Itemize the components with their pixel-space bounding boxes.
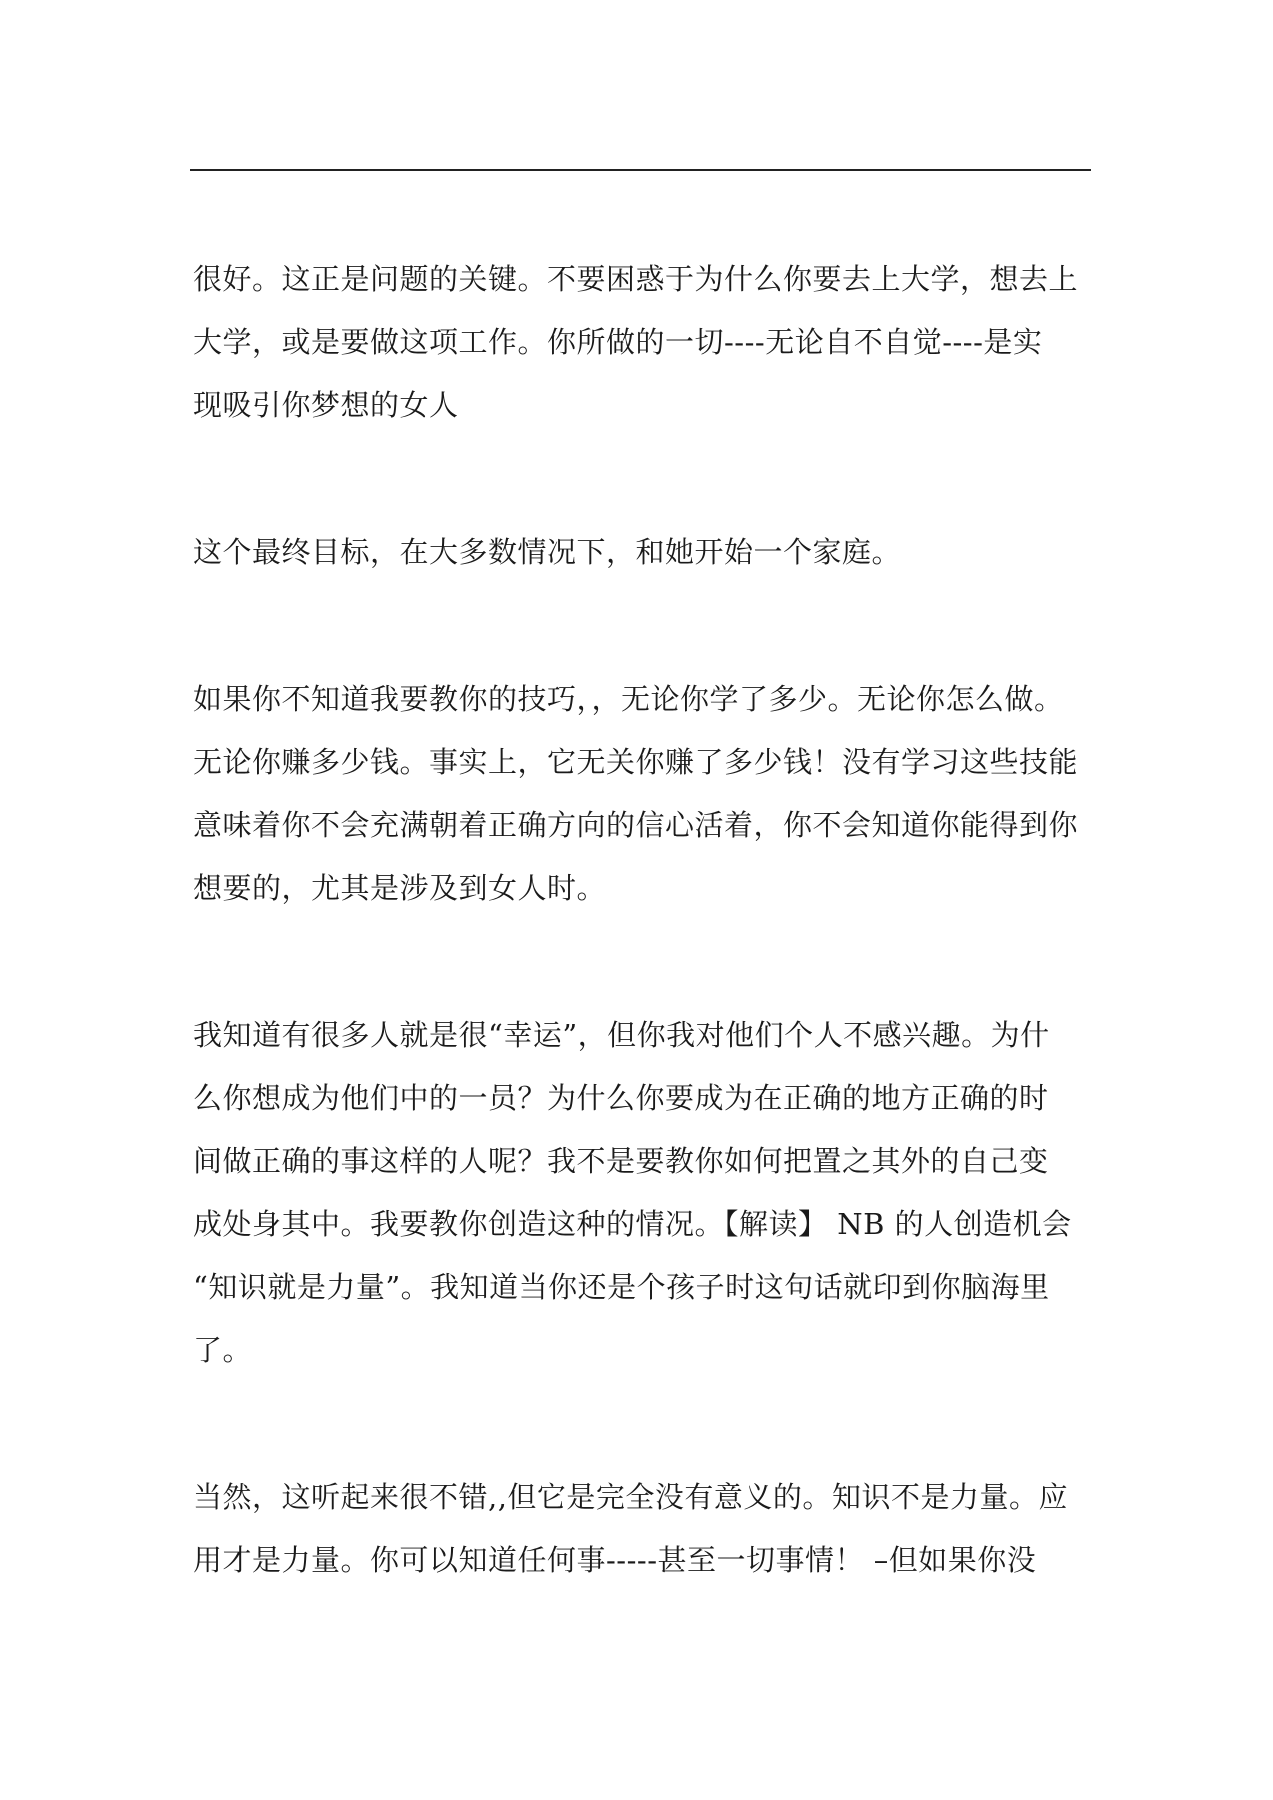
text-line: 么你想成为他们中的一员？为什么你要成为在正确的地方正确的时 bbox=[193, 1081, 1049, 1115]
text-line: 我知道有很多人就是很“幸运”，但你我对他们个人不感兴趣。为什 bbox=[193, 1018, 1050, 1052]
text-line: 这个最终目标，在大多数情况下，和她开始一个家庭。 bbox=[193, 535, 902, 569]
text-line: 间做正确的事这样的人呢？我不是要教你如何把置之其外的自己变 bbox=[193, 1144, 1049, 1178]
paragraph-1 bbox=[193, 248, 1088, 437]
text-line: 如果你不知道我要教你的技巧，，无论你学了多少。无论你怎么做。 bbox=[193, 682, 1064, 716]
text-line: 成处身其中。我要教你创造这种的情况。【解读】 NB 的人创造机会 bbox=[193, 1207, 1072, 1241]
text-line: 想要的，尤其是涉及到女人时。 bbox=[193, 871, 607, 905]
paragraph-5 bbox=[193, 1466, 1088, 1592]
text-line: 意味着你不会充满朝着正确方向的信心活着，你不会知道你能得到你 bbox=[193, 808, 1079, 842]
paragraph-4 bbox=[193, 1004, 1088, 1382]
paragraph-2 bbox=[193, 521, 1088, 584]
text-line: 了。 bbox=[193, 1333, 253, 1367]
text-line: “知识就是力量”。我知道当你还是个孩子时这句话就印到你脑海里 bbox=[193, 1270, 1050, 1304]
text-line: 无论你赚多少钱。事实上，它无关你赚了多少钱！没有学习这些技能 bbox=[193, 745, 1079, 779]
text-line: 用才是力量。你可以知道任何事-----甚至一切事情！ –但如果你没 bbox=[193, 1543, 1037, 1577]
text-line: 大学，或是要做这项工作。你所做的一切----无论自不自觉----是实 bbox=[193, 325, 1043, 359]
text-line: 当然，这听起来很不错,,但它是完全没有意义的。知识不是力量。应 bbox=[193, 1480, 1068, 1514]
header-rule bbox=[190, 169, 1091, 171]
text-line: 现吸引你梦想的女人 bbox=[193, 388, 459, 422]
paragraph-3 bbox=[193, 668, 1088, 920]
text-line: 很好。这正是问题的关键。不要困惑于为什么你要去上大学，想去上 bbox=[193, 262, 1079, 296]
document-body bbox=[193, 248, 1088, 1676]
